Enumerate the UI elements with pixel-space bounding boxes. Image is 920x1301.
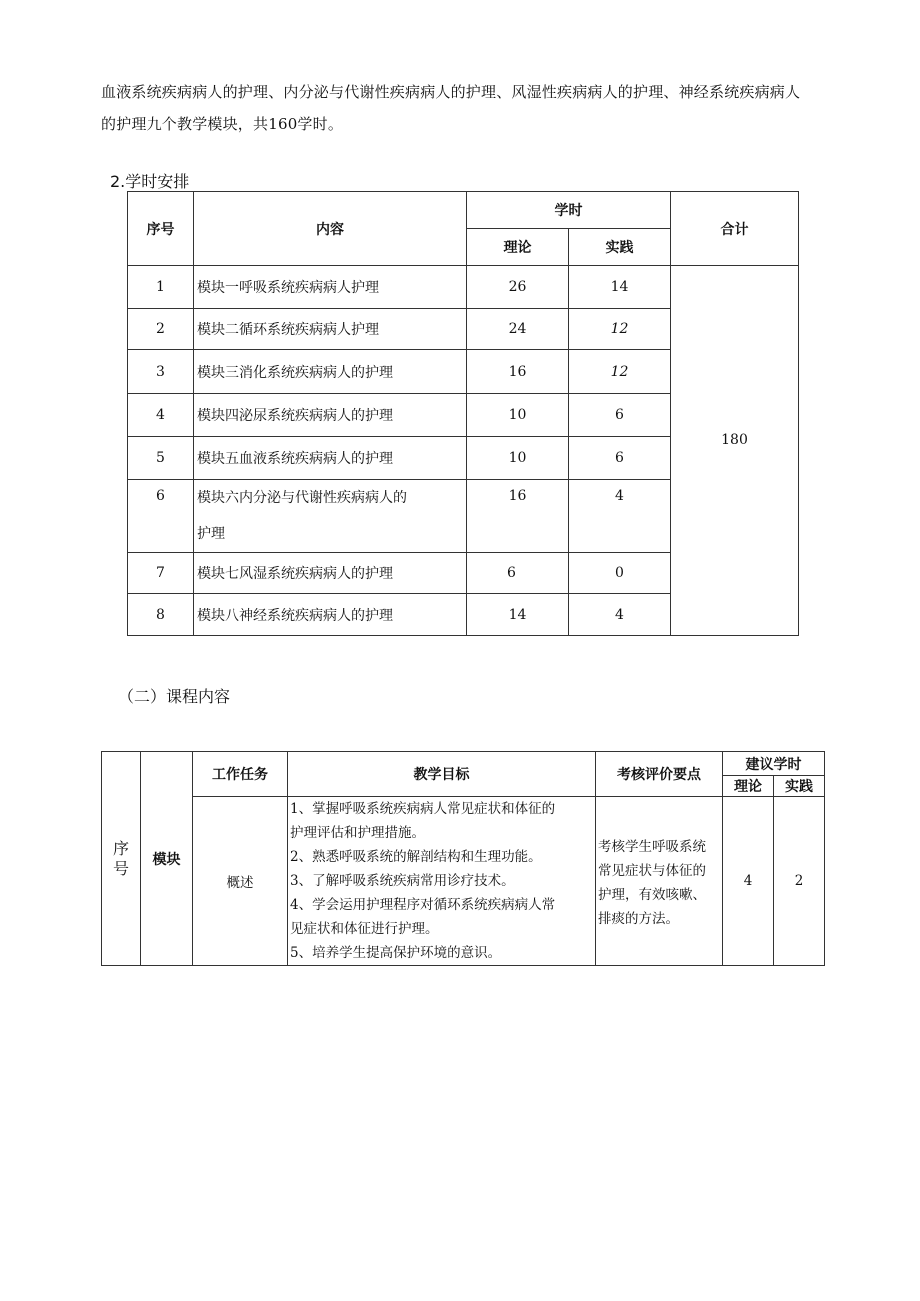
row-theory: 26	[467, 266, 569, 309]
header-theory: 理论	[467, 229, 569, 266]
row-theory: 10	[467, 437, 569, 480]
row-seq: 7	[128, 553, 194, 594]
header-practice: 实践	[569, 229, 671, 266]
row-content: 模块二循环系统疾病病人护理	[194, 309, 467, 350]
row-practice: 6	[569, 394, 671, 437]
row-content: 模块七风湿系统疾病病人的护理	[194, 553, 467, 594]
goal-line: 2、熟悉呼吸系统的解剖结构和生理功能。	[290, 849, 542, 865]
goal-line: 护理评估和护理措施。	[290, 825, 425, 841]
header-content: 内容	[194, 192, 467, 266]
schedule-table	[127, 191, 799, 636]
header-seq: 序号	[128, 192, 194, 266]
course-content-table	[101, 751, 825, 966]
intro-line-1: 血液系统疾病病人的护理、内分泌与代谢性疾病病人的护理、风湿性疾病病人的护理、神经系统疾病病人	[101, 83, 801, 101]
total-value: 180	[721, 432, 748, 448]
row-theory: 6	[467, 553, 569, 594]
row-seq: 4	[128, 394, 194, 437]
row-seq: 2	[128, 309, 194, 350]
row-theory: 14	[467, 594, 569, 636]
row-practice: 4	[569, 594, 671, 636]
row-theory: 24	[467, 309, 569, 350]
header-seq-char-2: 号	[113, 858, 130, 878]
schedule-heading: 2.学时安排	[110, 172, 190, 191]
goal-cell	[288, 797, 596, 966]
theory-hours: 4	[723, 797, 774, 966]
row-practice: 14	[569, 266, 671, 309]
eval-line: 常见症状与体征的	[598, 863, 706, 879]
row-content-line-2: 护理	[197, 526, 225, 542]
goal-line: 见症状和体征进行护理。	[290, 921, 439, 937]
header-seq	[102, 752, 141, 966]
row-theory: 10	[467, 394, 569, 437]
eval-cell	[596, 797, 723, 966]
row-seq: 8	[128, 594, 194, 636]
row-practice: 0	[569, 553, 671, 594]
row-seq: 6	[128, 480, 194, 553]
row-practice: 4	[569, 480, 671, 553]
row-practice: 12	[569, 309, 671, 350]
header-task: 工作任务	[193, 752, 288, 797]
header-eval: 考核评价要点	[596, 752, 723, 797]
header-seq-char-1: 序	[113, 838, 130, 858]
course-content-heading: （二）课程内容	[118, 687, 231, 706]
row-content	[194, 480, 467, 553]
eval-line: 排痰的方法。	[598, 911, 679, 927]
row-practice: 6	[569, 437, 671, 480]
row-seq: 5	[128, 437, 194, 480]
header-hours: 学时	[467, 192, 671, 229]
goal-line: 1、掌握呼吸系统疾病病人常见症状和体征的	[290, 801, 556, 817]
row-content: 模块三消化系统疾病病人的护理	[194, 350, 467, 394]
header-module: 模块	[141, 752, 193, 966]
intro-paragraph	[101, 76, 821, 140]
row-theory: 16	[467, 480, 569, 553]
header-theory: 理论	[723, 776, 774, 797]
practice-hours: 2	[774, 797, 825, 966]
header-suggested-hours: 建议学时	[723, 752, 825, 776]
goal-line: 5、培养学生提高保护环境的意识。	[290, 945, 502, 961]
row-content: 模块一呼吸系统疾病病人护理	[194, 266, 467, 309]
table-row	[102, 797, 825, 966]
row-content-line-1: 模块六内分泌与代谢性疾病病人的	[197, 490, 407, 506]
row-seq: 1	[128, 266, 194, 309]
goal-line: 3、了解呼吸系统疾病常用诊疗技术。	[290, 873, 515, 889]
header-practice: 实践	[774, 776, 825, 797]
row-content: 模块八神经系统疾病病人的护理	[194, 594, 467, 636]
row-content: 模块五血液系统疾病病人的护理	[194, 437, 467, 480]
row-content: 模块四泌尿系统疾病病人的护理	[194, 394, 467, 437]
row-theory: 16	[467, 350, 569, 394]
goal-line: 4、学会运用护理程序对循环系统疾病病人常	[290, 897, 556, 913]
row-seq: 3	[128, 350, 194, 394]
eval-line: 护理，有效咳嗽、	[598, 887, 706, 903]
total-hours	[671, 266, 799, 636]
task-cell: 概述	[193, 797, 288, 966]
table-row	[128, 266, 799, 309]
header-goal: 教学目标	[288, 752, 596, 797]
row-practice: 12	[569, 350, 671, 394]
header-total: 合计	[671, 192, 799, 266]
intro-line-2: 的护理九个教学模块，共160学时。	[101, 115, 344, 133]
eval-line: 考核学生呼吸系统	[598, 839, 706, 855]
